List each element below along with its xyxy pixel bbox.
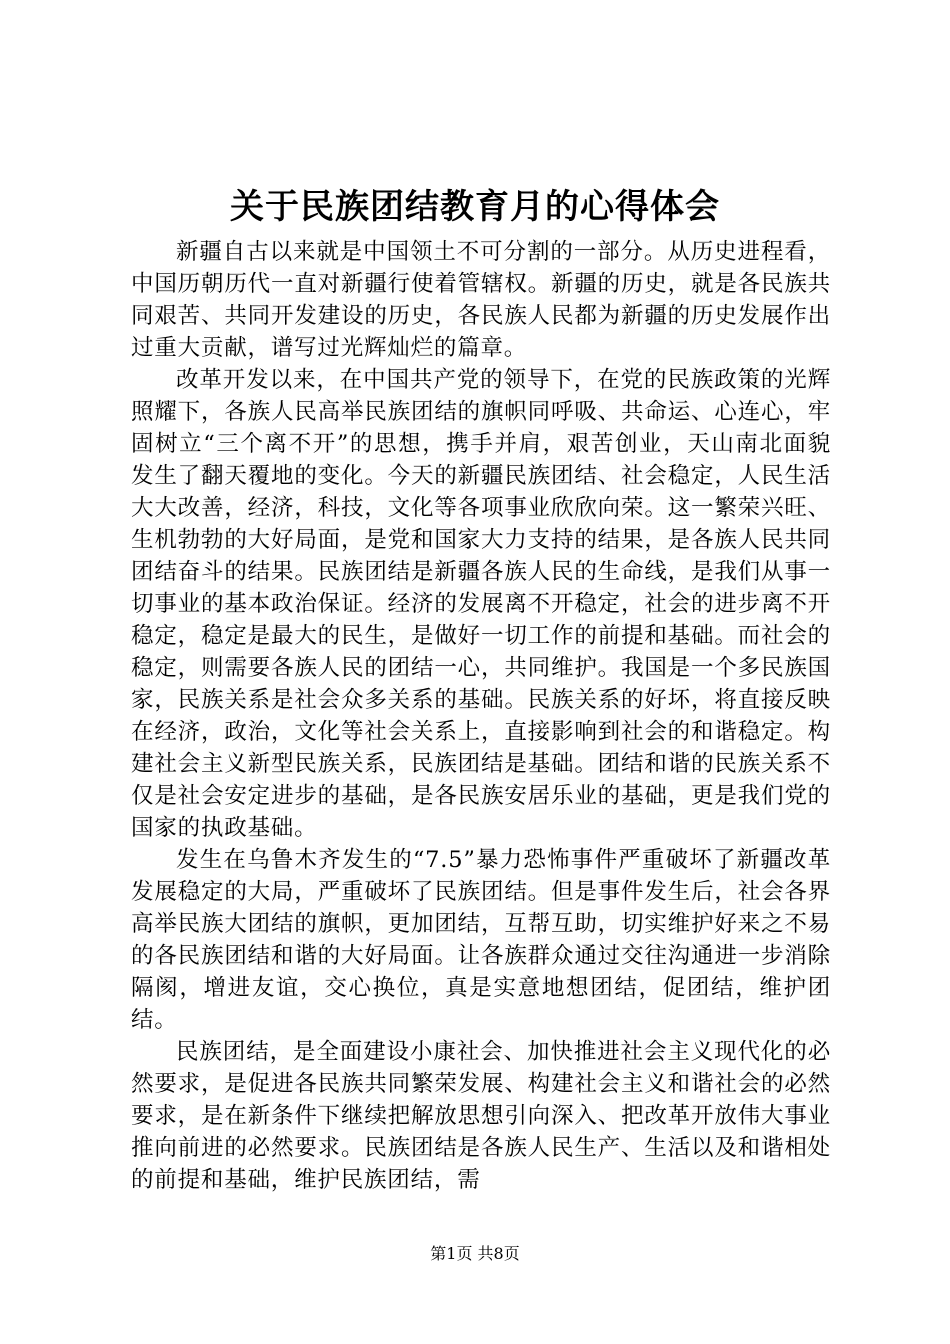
paragraph-1: 新疆自古以来就是中国领土不可分割的一部分。从历史进程看，中国历朝历代一直对新疆行使着管辖权。新疆的历史，就是各民族共同艰苦、共同开发建设的历史，各民族人民都为新疆的历史发展作出过重大贡献，谱写过光辉灿烂的篇章。: [131, 239, 831, 361]
paragraph-4: 民族团结，是全面建设小康社会、加快推进社会主义现代化的必然要求，是促进各民族共同繁荣发展、构建社会主义和谐社会的必然要求，是在新条件下继续把解放思想引向深入、把改革开放伟大事业推向前进的必然要求。民族团结是各族人民生产、生活以及和谐相处的前提和基础，维护民族团结，需: [131, 1039, 831, 1193]
document-body: [131, 236, 831, 1196]
paragraph-3: 发生在乌鲁木齐发生的“7.5”暴力恐怖事件严重破坏了新疆改革发展稳定的大局，严重破坏了民族团结。但是事件发生后，社会各界高举民族大团结的旗帜，更加团结，互帮互助，切实维护好来之不易的各民族团结和谐的大好局面。让各族群众通过交往沟通进一步消除隔阂，增进友谊，交心换位，真是实意地想团结，促团结，维护团结。: [131, 847, 831, 1033]
page-indicator: 第1页 共8页: [430, 1244, 520, 1263]
paragraph-2: 改革开发以来，在中国共产党的领导下，在党的民族政策的光辉照耀下，各族人民高举民族团结的旗帜同呼吸、共命运、心连心，牢固树立“三个离不开”的思想，携手并肩，艰苦创业，天山南北面貌发生了翻天覆地的变化。今天的新疆民族团结、社会稳定，人民生活大大改善，经济，科技，文化等各项事业欣欣向荣。这一繁荣兴旺、生机勃勃的大好局面，是党和国家大力支持的结果，是各族人民共同团结奋斗的结果。民族团结是新疆各族人民的生命线，是我们从事一切事业的基本政治保证。经济的发展离不开稳定，社会的进步离不开稳定，稳定是最大的民生，是做好一切工作的前提和基础。而社会的稳定，则需要各族人民的团结一心，共同维护。我国是一个多民族国家，民族关系是社会众多关系的基础。民族关系的好坏，将直接反映在经济，政治，文化等社会关系上，直接影响到社会的和谐稳定。构建社会主义新型民族关系，民族团结是基础。团结和谐的民族关系不仅是社会安定进步的基础，是各民族安居乐业的基础，更是我们党的国家的执政基础。: [131, 367, 831, 841]
document-title: 关于民族团结教育月的心得体会: [230, 187, 720, 227]
